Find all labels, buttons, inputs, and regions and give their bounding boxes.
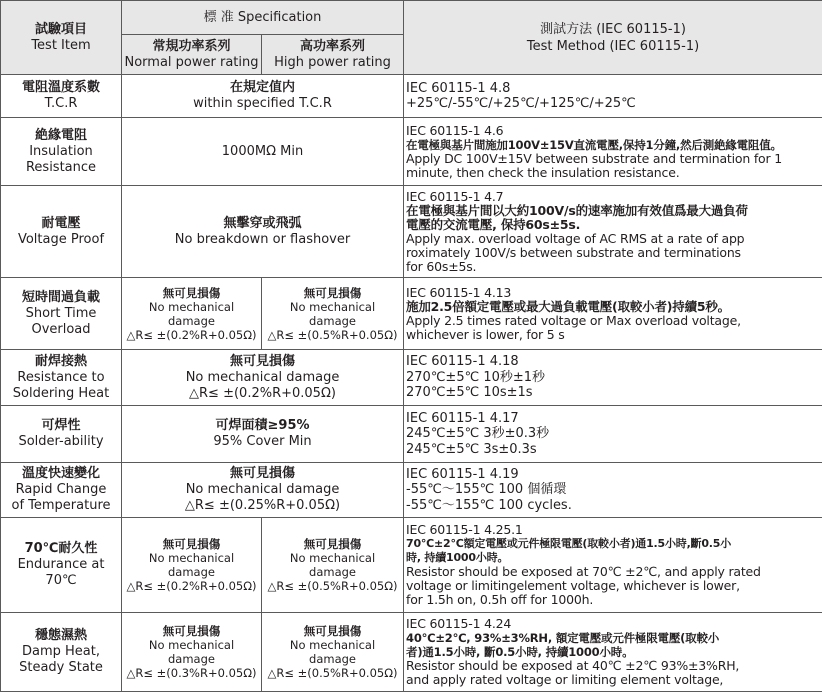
test-item-cell [1, 350, 122, 406]
high-spec-cell [262, 278, 404, 350]
high-spec-en: No mechanical [264, 551, 401, 565]
normal-spec-zh: 無可見損傷 [124, 286, 259, 300]
table-row [1, 186, 822, 278]
normal-power-header-zh: 常規功率系列 [124, 39, 259, 55]
method-cell [404, 75, 822, 118]
spec-en: 95% Cover Min [124, 434, 401, 450]
method-line: Apply 2.5 times rated voltage or Max overload voltage, [406, 314, 820, 328]
method-line: IEC 60115-1 4.8 [406, 81, 820, 97]
method-line: 270℃±5℃ 10秒±1秒 [406, 370, 820, 386]
spec-cell [122, 118, 404, 186]
test-item-zh: 絶緣電阻 [3, 128, 119, 144]
table-row [1, 118, 822, 186]
test-item-cell [1, 463, 122, 518]
method-line: roximately 100V/s between substrate and terminations [406, 246, 820, 260]
normal-spec-cell [122, 613, 262, 692]
table-row [1, 518, 822, 613]
test-method-header-zh: 測試方法 (IEC 60115-1) [406, 21, 820, 38]
method-line: voltage or limitingelement voltage, whichever is lower, [406, 579, 820, 593]
method-line: 施加2.5倍額定電壓或最大過負載電壓(取較小者)持續5秒。 [406, 300, 820, 314]
spec-en: No breakdown or flashover [124, 232, 401, 248]
method-line: Apply max. overload voltage of AC RMS at a rate of app [406, 232, 820, 246]
method-cell [404, 613, 822, 692]
spec-zh: 無擊穿或飛弧 [124, 216, 401, 232]
spec-en: No mechanical damage [124, 370, 401, 386]
high-spec-zh: 無可見損傷 [264, 537, 401, 551]
method-line: minute, then check the insulation resistance. [406, 166, 820, 180]
test-item-header [1, 1, 122, 75]
method-line: for 60s±5s. [406, 260, 820, 274]
high-spec-tolerance: △R≤ ±(0.5%R+0.05Ω) [264, 666, 401, 680]
method-line: -55℃～155℃ 100 個循環 [406, 482, 820, 498]
high-power-header [262, 35, 404, 75]
normal-spec-en: damage [124, 565, 259, 579]
test-item-en: Overload [3, 322, 119, 338]
test-item-en: 70℃ [3, 573, 119, 589]
method-cell [404, 278, 822, 350]
spec-en: 1000MΩ Min [124, 144, 401, 160]
method-line: +25℃/-55℃/+25℃/+125℃/+25℃ [406, 96, 820, 112]
test-item-en: Short Time [3, 306, 119, 322]
test-item-cell [1, 613, 122, 692]
test-method-header-en: Test Method (IEC 60115-1) [406, 38, 820, 55]
table-row [1, 613, 822, 692]
table-row [1, 463, 822, 518]
method-line: -55℃～155℃ 100 cycles. [406, 498, 820, 514]
spec-en: No mechanical damage [124, 482, 401, 498]
spec-tolerance: △R≤ ±(0.25%R+0.05Ω) [124, 498, 401, 514]
test-item-zh: 電阻溫度系數 [3, 80, 119, 96]
test-item-en: Endurance at [3, 557, 119, 573]
high-spec-en: No mechanical [264, 300, 401, 314]
method-line: 70℃±2℃額定電壓或元件極限電壓(取較小者)通1.5小時,斷0.5小 [406, 537, 820, 551]
spec-cell [122, 463, 404, 518]
table-row [1, 278, 822, 350]
test-item-cell [1, 118, 122, 186]
test-item-en: Solder-ability [3, 434, 119, 450]
test-item-en: Damp Heat, [3, 644, 119, 660]
test-item-zh: 短時間過負載 [3, 290, 119, 306]
method-cell [404, 186, 822, 278]
method-line: IEC 60115-1 4.6 [406, 124, 820, 138]
test-item-cell [1, 75, 122, 118]
high-power-header-en: High power rating [264, 55, 401, 71]
high-spec-cell [262, 518, 404, 613]
high-spec-en: damage [264, 314, 401, 328]
method-cell [404, 518, 822, 613]
test-item-zh: 70℃耐久性 [3, 541, 119, 557]
method-line: 時, 持續1000小時。 [406, 551, 820, 565]
table-row [1, 406, 822, 463]
test-item-en: Soldering Heat [3, 386, 119, 402]
high-power-header-zh: 高功率系列 [264, 39, 401, 55]
normal-spec-en: damage [124, 314, 259, 328]
method-line: IEC 60115-1 4.7 [406, 190, 820, 204]
method-line: IEC 60115-1 4.24 [406, 617, 820, 631]
normal-spec-en: No mechanical [124, 551, 259, 565]
method-line: Resistor should be exposed at 70℃ ±2℃, and apply rated [406, 565, 820, 579]
method-line: 在電極與基片間施加100V±15V直流電壓,保持1分鐘,然后測絶緣電阻值。 [406, 138, 820, 152]
test-item-header-en: Test Item [3, 38, 119, 54]
normal-spec-cell [122, 518, 262, 613]
normal-spec-cell [122, 278, 262, 350]
high-spec-en: damage [264, 652, 401, 666]
normal-spec-zh: 無可見損傷 [124, 624, 259, 638]
high-spec-tolerance: △R≤ ±(0.5%R+0.05Ω) [264, 328, 401, 342]
header-row [1, 1, 822, 35]
table-row [1, 350, 822, 406]
method-line: 245℃±5℃ 3s±0.3s [406, 442, 820, 458]
table-row [1, 75, 822, 118]
spec-cell [122, 350, 404, 406]
test-item-zh: 耐電壓 [3, 216, 119, 232]
test-item-cell [1, 186, 122, 278]
test-item-header-zh: 試驗項目 [3, 22, 119, 38]
test-item-zh: 可焊性 [3, 418, 119, 434]
method-line: 電壓的交流電壓, 保持60s±5s. [406, 218, 820, 232]
normal-spec-tolerance: △R≤ ±(0.3%R+0.05Ω) [124, 666, 259, 680]
method-line: IEC 60115-1 4.25.1 [406, 523, 820, 537]
test-item-cell [1, 406, 122, 463]
method-line: 270℃±5℃ 10s±1s [406, 385, 820, 401]
method-line: 者)通1.5小時, 斷0.5小時, 持續1000小時。 [406, 645, 820, 659]
normal-spec-tolerance: △R≤ ±(0.2%R+0.05Ω) [124, 579, 259, 593]
test-item-cell [1, 518, 122, 613]
normal-power-header [122, 35, 262, 75]
method-line: 40℃±2℃, 93%±3%RH, 額定電壓或元件極限電壓(取較小 [406, 631, 820, 645]
test-item-en: Resistance to [3, 370, 119, 386]
spec-zh: 可焊面積≥95% [124, 418, 401, 434]
method-line: whichever is lower, for 5 s [406, 328, 820, 342]
method-line: IEC 60115-1 4.13 [406, 286, 820, 300]
test-item-en: Rapid Change [3, 482, 119, 498]
method-cell [404, 463, 822, 518]
method-line: IEC 60115-1 4.19 [406, 467, 820, 483]
method-cell [404, 118, 822, 186]
normal-spec-en: damage [124, 652, 259, 666]
high-spec-tolerance: △R≤ ±(0.5%R+0.05Ω) [264, 579, 401, 593]
high-spec-cell [262, 613, 404, 692]
normal-power-header-en: Normal power rating [124, 55, 259, 71]
test-item-en: Steady State [3, 660, 119, 676]
method-line: Apply DC 100V±15V between substrate and termination for 1 [406, 152, 820, 166]
test-method-header [404, 1, 822, 75]
test-item-en: Insulation [3, 144, 119, 160]
method-line: Resistor should be exposed at 40℃ ±2℃ 93%±3%RH, [406, 659, 820, 673]
test-item-en: Resistance [3, 160, 119, 176]
high-spec-en: No mechanical [264, 638, 401, 652]
spec-cell [122, 186, 404, 278]
spec-cell [122, 406, 404, 463]
method-cell [404, 350, 822, 406]
normal-spec-en: No mechanical [124, 638, 259, 652]
method-line: and apply rated voltage or limiting element voltage, [406, 673, 820, 687]
method-line: IEC 60115-1 4.17 [406, 411, 820, 427]
method-cell [404, 406, 822, 463]
test-item-en: of Temperature [3, 498, 119, 514]
spec-tolerance: △R≤ ±(0.2%R+0.05Ω) [124, 386, 401, 402]
spec-en: within specified T.C.R [124, 96, 401, 112]
normal-spec-tolerance: △R≤ ±(0.2%R+0.05Ω) [124, 328, 259, 342]
specification-header: 標 准 Specification [122, 1, 404, 35]
spec-cell [122, 75, 404, 118]
method-line: IEC 60115-1 4.18 [406, 354, 820, 370]
test-item-zh: 穩態濕熱 [3, 628, 119, 644]
test-item-en: T.C.R [3, 96, 119, 112]
spec-zh: 無可見損傷 [124, 354, 401, 370]
test-item-zh: 耐焊接熱 [3, 354, 119, 370]
method-line: 245℃±5℃ 3秒±0.3秒 [406, 426, 820, 442]
test-item-en: Voltage Proof [3, 232, 119, 248]
high-spec-zh: 無可見損傷 [264, 624, 401, 638]
test-item-zh: 溫度快速變化 [3, 466, 119, 482]
method-line: for 1.5h on, 0.5h off for 1000h. [406, 593, 820, 607]
test-item-cell [1, 278, 122, 350]
method-line: 在電極與基片間以大約100V/s的速率施加有效值爲最大過負荷 [406, 204, 820, 218]
normal-spec-en: No mechanical [124, 300, 259, 314]
spec-zh: 在規定值内 [124, 80, 401, 96]
high-spec-en: damage [264, 565, 401, 579]
high-spec-zh: 無可見損傷 [264, 286, 401, 300]
normal-spec-zh: 無可見損傷 [124, 537, 259, 551]
spec-zh: 無可見損傷 [124, 466, 401, 482]
